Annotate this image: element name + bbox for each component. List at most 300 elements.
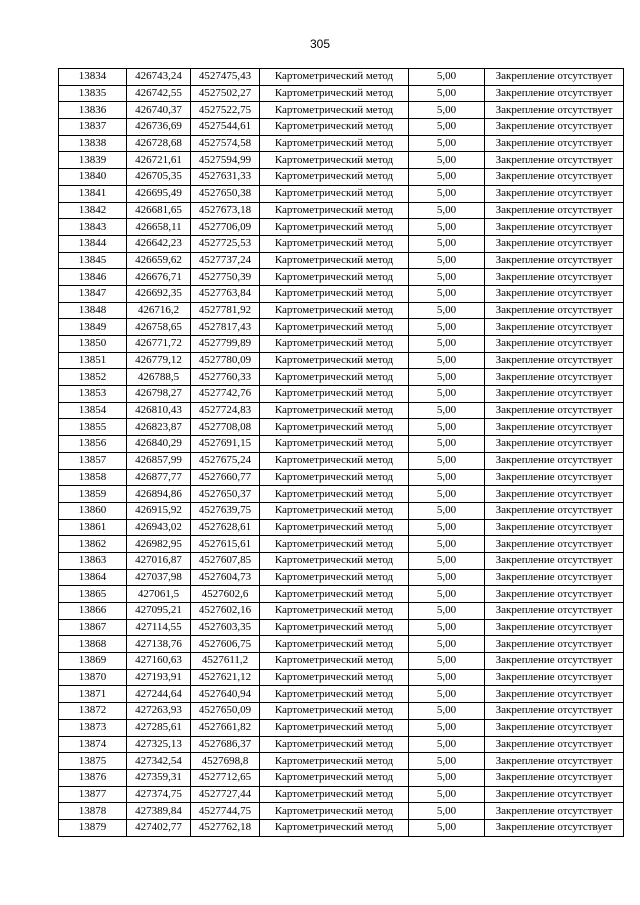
- fixing-cell: Закрепление отсутствует: [485, 719, 624, 736]
- y-coordinate-cell: 4527607,85: [191, 552, 260, 569]
- method-cell: Картометрический метод: [260, 586, 409, 603]
- fixing-cell: Закрепление отсутствует: [485, 235, 624, 252]
- x-coordinate-cell: 426810,43: [127, 402, 191, 419]
- coordinates-table-body: [59, 69, 624, 837]
- x-coordinate-cell: 426721,61: [127, 152, 191, 169]
- method-cell: Картометрический метод: [260, 419, 409, 436]
- fixing-cell: Закрепление отсутствует: [485, 69, 624, 86]
- y-coordinate-cell: 4527698,8: [191, 753, 260, 770]
- fixing-cell: Закрепление отсутствует: [485, 119, 624, 136]
- point-number-cell: 13835: [59, 85, 127, 102]
- y-coordinate-cell: 4527602,16: [191, 603, 260, 620]
- fixing-cell: Закрепление отсутствует: [485, 486, 624, 503]
- accuracy-cell: 5,00: [409, 219, 485, 236]
- y-coordinate-cell: 4527712,65: [191, 769, 260, 786]
- table-row: [59, 252, 624, 269]
- point-number-cell: 13857: [59, 452, 127, 469]
- x-coordinate-cell: 426676,71: [127, 269, 191, 286]
- table-row: [59, 669, 624, 686]
- accuracy-cell: 5,00: [409, 452, 485, 469]
- point-number-cell: 13879: [59, 819, 127, 836]
- x-coordinate-cell: 427389,84: [127, 803, 191, 820]
- accuracy-cell: 5,00: [409, 85, 485, 102]
- y-coordinate-cell: 4527522,75: [191, 102, 260, 119]
- method-cell: Картометрический метод: [260, 336, 409, 353]
- point-number-cell: 13878: [59, 803, 127, 820]
- x-coordinate-cell: 426877,77: [127, 469, 191, 486]
- method-cell: Картометрический метод: [260, 135, 409, 152]
- y-coordinate-cell: 4527502,27: [191, 85, 260, 102]
- accuracy-cell: 5,00: [409, 319, 485, 336]
- accuracy-cell: 5,00: [409, 603, 485, 620]
- fixing-cell: Закрепление отсутствует: [485, 636, 624, 653]
- x-coordinate-cell: 426840,29: [127, 436, 191, 453]
- method-cell: Картометрический метод: [260, 552, 409, 569]
- method-cell: Картометрический метод: [260, 102, 409, 119]
- method-cell: Картометрический метод: [260, 285, 409, 302]
- x-coordinate-cell: 427193,91: [127, 669, 191, 686]
- table-row: [59, 436, 624, 453]
- x-coordinate-cell: 426642,23: [127, 235, 191, 252]
- y-coordinate-cell: 4527628,61: [191, 519, 260, 536]
- accuracy-cell: 5,00: [409, 252, 485, 269]
- table-row: [59, 736, 624, 753]
- fixing-cell: Закрепление отсутствует: [485, 202, 624, 219]
- fixing-cell: Закрепление отсутствует: [485, 302, 624, 319]
- fixing-cell: Закрепление отсутствует: [485, 252, 624, 269]
- accuracy-cell: 5,00: [409, 619, 485, 636]
- x-coordinate-cell: 426716,2: [127, 302, 191, 319]
- x-coordinate-cell: 426943,02: [127, 519, 191, 536]
- y-coordinate-cell: 4527673,18: [191, 202, 260, 219]
- accuracy-cell: 5,00: [409, 336, 485, 353]
- method-cell: Картометрический метод: [260, 636, 409, 653]
- fixing-cell: Закрепление отсутствует: [485, 502, 624, 519]
- method-cell: Картометрический метод: [260, 436, 409, 453]
- fixing-cell: Закрепление отсутствует: [485, 619, 624, 636]
- accuracy-cell: 5,00: [409, 102, 485, 119]
- method-cell: Картометрический метод: [260, 219, 409, 236]
- method-cell: Картометрический метод: [260, 469, 409, 486]
- method-cell: Картометрический метод: [260, 803, 409, 820]
- table-row: [59, 285, 624, 302]
- fixing-cell: Закрепление отсутствует: [485, 603, 624, 620]
- x-coordinate-cell: 427402,77: [127, 819, 191, 836]
- fixing-cell: Закрепление отсутствует: [485, 152, 624, 169]
- y-coordinate-cell: 4527742,76: [191, 386, 260, 403]
- accuracy-cell: 5,00: [409, 769, 485, 786]
- fixing-cell: Закрепление отсутствует: [485, 786, 624, 803]
- point-number-cell: 13866: [59, 603, 127, 620]
- method-cell: Картометрический метод: [260, 669, 409, 686]
- method-cell: Картометрический метод: [260, 235, 409, 252]
- x-coordinate-cell: 426736,69: [127, 119, 191, 136]
- method-cell: Картометрический метод: [260, 819, 409, 836]
- table-row: [59, 536, 624, 553]
- point-number-cell: 13877: [59, 786, 127, 803]
- x-coordinate-cell: 426771,72: [127, 336, 191, 353]
- table-row: [59, 653, 624, 670]
- method-cell: Картометрический метод: [260, 185, 409, 202]
- fixing-cell: Закрепление отсутствует: [485, 753, 624, 770]
- point-number-cell: 13856: [59, 436, 127, 453]
- fixing-cell: Закрепление отсутствует: [485, 586, 624, 603]
- x-coordinate-cell: 426740,37: [127, 102, 191, 119]
- fixing-cell: Закрепление отсутствует: [485, 135, 624, 152]
- y-coordinate-cell: 4527544,61: [191, 119, 260, 136]
- table-row: [59, 586, 624, 603]
- y-coordinate-cell: 4527781,92: [191, 302, 260, 319]
- method-cell: Картометрический метод: [260, 502, 409, 519]
- table-row: [59, 603, 624, 620]
- fixing-cell: Закрепление отсутствует: [485, 653, 624, 670]
- fixing-cell: Закрепление отсутствует: [485, 703, 624, 720]
- table-row: [59, 169, 624, 186]
- method-cell: Картометрический метод: [260, 786, 409, 803]
- table-row: [59, 235, 624, 252]
- accuracy-cell: 5,00: [409, 736, 485, 753]
- table-row: [59, 786, 624, 803]
- table-row: [59, 152, 624, 169]
- point-number-cell: 13854: [59, 402, 127, 419]
- table-row: [59, 703, 624, 720]
- point-number-cell: 13859: [59, 486, 127, 503]
- x-coordinate-cell: 426982,95: [127, 536, 191, 553]
- method-cell: Картометрический метод: [260, 753, 409, 770]
- method-cell: Картометрический метод: [260, 603, 409, 620]
- method-cell: Картометрический метод: [260, 486, 409, 503]
- table-row: [59, 119, 624, 136]
- x-coordinate-cell: 426742,55: [127, 85, 191, 102]
- fixing-cell: Закрепление отсутствует: [485, 285, 624, 302]
- accuracy-cell: 5,00: [409, 119, 485, 136]
- y-coordinate-cell: 4527708,08: [191, 419, 260, 436]
- table-row: [59, 402, 624, 419]
- accuracy-cell: 5,00: [409, 703, 485, 720]
- fixing-cell: Закрепление отсутствует: [485, 686, 624, 703]
- point-number-cell: 13863: [59, 552, 127, 569]
- point-number-cell: 13855: [59, 419, 127, 436]
- table-row: [59, 619, 624, 636]
- y-coordinate-cell: 4527640,94: [191, 686, 260, 703]
- y-coordinate-cell: 4527611,2: [191, 653, 260, 670]
- method-cell: Картометрический метод: [260, 352, 409, 369]
- accuracy-cell: 5,00: [409, 419, 485, 436]
- accuracy-cell: 5,00: [409, 486, 485, 503]
- point-number-cell: 13864: [59, 569, 127, 586]
- method-cell: Картометрический метод: [260, 202, 409, 219]
- y-coordinate-cell: 4527737,24: [191, 252, 260, 269]
- x-coordinate-cell: 426779,12: [127, 352, 191, 369]
- y-coordinate-cell: 4527706,09: [191, 219, 260, 236]
- point-number-cell: 13874: [59, 736, 127, 753]
- method-cell: Картометрический метод: [260, 769, 409, 786]
- y-coordinate-cell: 4527650,37: [191, 486, 260, 503]
- point-number-cell: 13847: [59, 285, 127, 302]
- method-cell: Картометрический метод: [260, 119, 409, 136]
- fixing-cell: Закрепление отсутствует: [485, 569, 624, 586]
- accuracy-cell: 5,00: [409, 536, 485, 553]
- table-row: [59, 719, 624, 736]
- x-coordinate-cell: 427263,93: [127, 703, 191, 720]
- method-cell: Картометрический метод: [260, 369, 409, 386]
- accuracy-cell: 5,00: [409, 819, 485, 836]
- table-row: [59, 269, 624, 286]
- table-row: [59, 219, 624, 236]
- fixing-cell: Закрепление отсутствует: [485, 819, 624, 836]
- y-coordinate-cell: 4527650,09: [191, 703, 260, 720]
- table-row: [59, 69, 624, 86]
- y-coordinate-cell: 4527780,09: [191, 352, 260, 369]
- page-number: 305: [309, 37, 331, 51]
- accuracy-cell: 5,00: [409, 519, 485, 536]
- point-number-cell: 13868: [59, 636, 127, 653]
- x-coordinate-cell: 426658,11: [127, 219, 191, 236]
- accuracy-cell: 5,00: [409, 753, 485, 770]
- point-number-cell: 13876: [59, 769, 127, 786]
- x-coordinate-cell: 426894,86: [127, 486, 191, 503]
- x-coordinate-cell: 427114,55: [127, 619, 191, 636]
- accuracy-cell: 5,00: [409, 402, 485, 419]
- fixing-cell: Закрепление отсутствует: [485, 402, 624, 419]
- table-row: [59, 352, 624, 369]
- fixing-cell: Закрепление отсутствует: [485, 102, 624, 119]
- table-row: [59, 452, 624, 469]
- method-cell: Картометрический метод: [260, 719, 409, 736]
- y-coordinate-cell: 4527604,73: [191, 569, 260, 586]
- table-row: [59, 686, 624, 703]
- point-number-cell: 13840: [59, 169, 127, 186]
- point-number-cell: 13873: [59, 719, 127, 736]
- fixing-cell: Закрепление отсутствует: [485, 169, 624, 186]
- point-number-cell: 13849: [59, 319, 127, 336]
- method-cell: Картометрический метод: [260, 386, 409, 403]
- fixing-cell: Закрепление отсутствует: [485, 469, 624, 486]
- x-coordinate-cell: 427374,75: [127, 786, 191, 803]
- x-coordinate-cell: 426705,35: [127, 169, 191, 186]
- point-number-cell: 13858: [59, 469, 127, 486]
- accuracy-cell: 5,00: [409, 552, 485, 569]
- table-row: [59, 202, 624, 219]
- y-coordinate-cell: 4527763,84: [191, 285, 260, 302]
- y-coordinate-cell: 4527727,44: [191, 786, 260, 803]
- table-row: [59, 819, 624, 836]
- table-row: [59, 102, 624, 119]
- table-row: [59, 519, 624, 536]
- x-coordinate-cell: 427342,54: [127, 753, 191, 770]
- y-coordinate-cell: 4527639,75: [191, 502, 260, 519]
- y-coordinate-cell: 4527691,15: [191, 436, 260, 453]
- method-cell: Картометрический метод: [260, 619, 409, 636]
- fixing-cell: Закрепление отсутствует: [485, 669, 624, 686]
- point-number-cell: 13853: [59, 386, 127, 403]
- table-row: [59, 769, 624, 786]
- table-row: [59, 469, 624, 486]
- table-row: [59, 135, 624, 152]
- method-cell: Картометрический метод: [260, 319, 409, 336]
- fixing-cell: Закрепление отсутствует: [485, 386, 624, 403]
- x-coordinate-cell: 427160,63: [127, 653, 191, 670]
- accuracy-cell: 5,00: [409, 803, 485, 820]
- method-cell: Картометрический метод: [260, 252, 409, 269]
- point-number-cell: 13867: [59, 619, 127, 636]
- accuracy-cell: 5,00: [409, 235, 485, 252]
- method-cell: Картометрический метод: [260, 703, 409, 720]
- point-number-cell: 13865: [59, 586, 127, 603]
- x-coordinate-cell: 427016,87: [127, 552, 191, 569]
- point-number-cell: 13848: [59, 302, 127, 319]
- point-number-cell: 13860: [59, 502, 127, 519]
- fixing-cell: Закрепление отсутствует: [485, 336, 624, 353]
- accuracy-cell: 5,00: [409, 686, 485, 703]
- table-row: [59, 386, 624, 403]
- point-number-cell: 13836: [59, 102, 127, 119]
- x-coordinate-cell: 427325,13: [127, 736, 191, 753]
- point-number-cell: 13851: [59, 352, 127, 369]
- fixing-cell: Закрепление отсутствует: [485, 452, 624, 469]
- method-cell: Картометрический метод: [260, 736, 409, 753]
- coordinates-table: [58, 68, 624, 837]
- point-number-cell: 13862: [59, 536, 127, 553]
- accuracy-cell: 5,00: [409, 135, 485, 152]
- point-number-cell: 13839: [59, 152, 127, 169]
- point-number-cell: 13869: [59, 653, 127, 670]
- table-row: [59, 85, 624, 102]
- x-coordinate-cell: 426659,62: [127, 252, 191, 269]
- x-coordinate-cell: 427095,21: [127, 603, 191, 620]
- x-coordinate-cell: 426758,65: [127, 319, 191, 336]
- accuracy-cell: 5,00: [409, 369, 485, 386]
- method-cell: Картометрический метод: [260, 402, 409, 419]
- point-number-cell: 13845: [59, 252, 127, 269]
- point-number-cell: 13875: [59, 753, 127, 770]
- table-row: [59, 336, 624, 353]
- x-coordinate-cell: 426857,99: [127, 452, 191, 469]
- fixing-cell: Закрепление отсутствует: [485, 185, 624, 202]
- table-row: [59, 486, 624, 503]
- y-coordinate-cell: 4527661,82: [191, 719, 260, 736]
- x-coordinate-cell: 427244,64: [127, 686, 191, 703]
- method-cell: Картометрический метод: [260, 69, 409, 86]
- y-coordinate-cell: 4527744,75: [191, 803, 260, 820]
- accuracy-cell: 5,00: [409, 636, 485, 653]
- fixing-cell: Закрепление отсутствует: [485, 85, 624, 102]
- point-number-cell: 13834: [59, 69, 127, 86]
- accuracy-cell: 5,00: [409, 719, 485, 736]
- fixing-cell: Закрепление отсутствует: [485, 769, 624, 786]
- accuracy-cell: 5,00: [409, 352, 485, 369]
- fixing-cell: Закрепление отсутствует: [485, 519, 624, 536]
- x-coordinate-cell: 427138,76: [127, 636, 191, 653]
- x-coordinate-cell: 427037,98: [127, 569, 191, 586]
- y-coordinate-cell: 4527675,24: [191, 452, 260, 469]
- x-coordinate-cell: 426743,24: [127, 69, 191, 86]
- y-coordinate-cell: 4527760,33: [191, 369, 260, 386]
- method-cell: Картометрический метод: [260, 85, 409, 102]
- y-coordinate-cell: 4527724,83: [191, 402, 260, 419]
- point-number-cell: 13861: [59, 519, 127, 536]
- x-coordinate-cell: 426823,87: [127, 419, 191, 436]
- fixing-cell: Закрепление отсутствует: [485, 269, 624, 286]
- y-coordinate-cell: 4527574,58: [191, 135, 260, 152]
- fixing-cell: Закрепление отсутствует: [485, 369, 624, 386]
- accuracy-cell: 5,00: [409, 152, 485, 169]
- x-coordinate-cell: 426692,35: [127, 285, 191, 302]
- x-coordinate-cell: 426915,92: [127, 502, 191, 519]
- y-coordinate-cell: 4527603,35: [191, 619, 260, 636]
- point-number-cell: 13871: [59, 686, 127, 703]
- fixing-cell: Закрепление отсутствует: [485, 552, 624, 569]
- accuracy-cell: 5,00: [409, 786, 485, 803]
- method-cell: Картометрический метод: [260, 152, 409, 169]
- table-row: [59, 419, 624, 436]
- y-coordinate-cell: 4527650,38: [191, 185, 260, 202]
- y-coordinate-cell: 4527660,77: [191, 469, 260, 486]
- fixing-cell: Закрепление отсутствует: [485, 736, 624, 753]
- point-number-cell: 13837: [59, 119, 127, 136]
- method-cell: Картометрический метод: [260, 686, 409, 703]
- y-coordinate-cell: 4527799,89: [191, 336, 260, 353]
- table-row: [59, 753, 624, 770]
- point-number-cell: 13852: [59, 369, 127, 386]
- accuracy-cell: 5,00: [409, 436, 485, 453]
- y-coordinate-cell: 4527606,75: [191, 636, 260, 653]
- y-coordinate-cell: 4527615,61: [191, 536, 260, 553]
- y-coordinate-cell: 4527621,12: [191, 669, 260, 686]
- table-row: [59, 552, 624, 569]
- accuracy-cell: 5,00: [409, 669, 485, 686]
- x-coordinate-cell: 426788,5: [127, 369, 191, 386]
- accuracy-cell: 5,00: [409, 653, 485, 670]
- y-coordinate-cell: 4527686,37: [191, 736, 260, 753]
- fixing-cell: Закрепление отсутствует: [485, 319, 624, 336]
- point-number-cell: 13872: [59, 703, 127, 720]
- fixing-cell: Закрепление отсутствует: [485, 219, 624, 236]
- y-coordinate-cell: 4527475,43: [191, 69, 260, 86]
- accuracy-cell: 5,00: [409, 502, 485, 519]
- method-cell: Картометрический метод: [260, 269, 409, 286]
- accuracy-cell: 5,00: [409, 469, 485, 486]
- x-coordinate-cell: 426681,65: [127, 202, 191, 219]
- fixing-cell: Закрепление отсутствует: [485, 352, 624, 369]
- y-coordinate-cell: 4527817,43: [191, 319, 260, 336]
- x-coordinate-cell: 427061,5: [127, 586, 191, 603]
- accuracy-cell: 5,00: [409, 302, 485, 319]
- x-coordinate-cell: 426798,27: [127, 386, 191, 403]
- accuracy-cell: 5,00: [409, 202, 485, 219]
- table-row: [59, 803, 624, 820]
- method-cell: Картометрический метод: [260, 653, 409, 670]
- table-row: [59, 636, 624, 653]
- method-cell: Картометрический метод: [260, 302, 409, 319]
- accuracy-cell: 5,00: [409, 269, 485, 286]
- fixing-cell: Закрепление отсутствует: [485, 803, 624, 820]
- accuracy-cell: 5,00: [409, 185, 485, 202]
- y-coordinate-cell: 4527725,53: [191, 235, 260, 252]
- point-number-cell: 13843: [59, 219, 127, 236]
- table-row: [59, 319, 624, 336]
- table-row: [59, 569, 624, 586]
- accuracy-cell: 5,00: [409, 169, 485, 186]
- table-row: [59, 302, 624, 319]
- accuracy-cell: 5,00: [409, 69, 485, 86]
- point-number-cell: 13870: [59, 669, 127, 686]
- method-cell: Картометрический метод: [260, 569, 409, 586]
- point-number-cell: 13850: [59, 336, 127, 353]
- x-coordinate-cell: 426728,68: [127, 135, 191, 152]
- y-coordinate-cell: 4527602,6: [191, 586, 260, 603]
- point-number-cell: 13841: [59, 185, 127, 202]
